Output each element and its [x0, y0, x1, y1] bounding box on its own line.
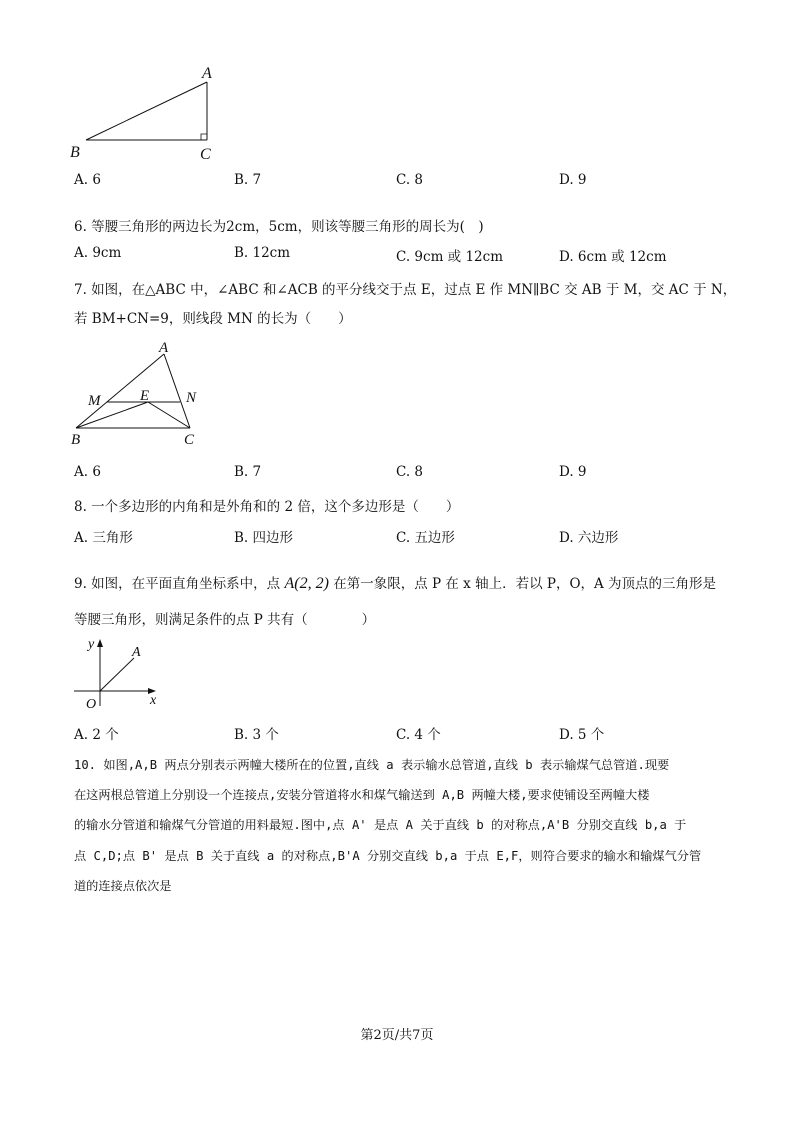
q6-option-b[interactable]: B. 12cm: [234, 245, 291, 261]
label-n: N: [186, 390, 197, 406]
q5-option-a[interactable]: A. 6: [74, 172, 101, 188]
q10-line-2: 在这两根总管道上分别设一个连接点,安装分管道将水和煤气输送到 A,B 两幢大楼,要求使铺设至两幢大楼: [74, 788, 650, 802]
q9-option-d[interactable]: D. 5 个: [559, 727, 605, 743]
q7-option-c[interactable]: C. 8: [396, 464, 424, 480]
label-c: C: [184, 432, 195, 448]
q10-line-5: 道的连接点依次是: [74, 879, 172, 893]
q7-stem-line1: 7. 如图，在△ABC 中，∠ABC 和∠ACB 的平分线交于点 E，过点 E 作 MN∥BC 交 AB 于 M，交 AC 于 N，: [74, 282, 737, 298]
q8-option-b[interactable]: B. 四边形: [234, 530, 294, 546]
q5-option-b[interactable]: B. 7: [234, 172, 262, 188]
label-x: x: [150, 693, 157, 708]
label-c: C: [200, 146, 211, 163]
q9-point-a: A(2, 2): [284, 575, 329, 592]
label-e: E: [140, 388, 150, 404]
q7-stem-line2: 若 BM+CN=9，则线段 MN 的长为（ ）: [74, 311, 352, 327]
q6-option-c[interactable]: C. 9cm 或 12cm: [396, 249, 504, 265]
y-axis-arrow: [97, 639, 103, 647]
segment-be: [76, 402, 148, 428]
q8-option-a[interactable]: A. 三角形: [74, 530, 133, 546]
segment-oa: [100, 658, 134, 691]
q10-line-4: 点 C,D;点 B' 是点 B 关于直线 a 的对称点,B'A 分别交直线 b,a 于点 E,F，则符合要求的输水和输煤气分管: [74, 849, 702, 863]
q6-stem: 6. 等腰三角形的两边长为2cm，5cm，则该等腰三角形的周长为( ): [74, 219, 484, 235]
label-a: A: [202, 65, 212, 82]
q9-stem-post: 在第一象限，点 P 在 x 轴上．若以 P，O，A 为顶点的三角形是: [333, 576, 717, 592]
label-m: M: [88, 393, 101, 409]
segment-ab: [86, 82, 207, 140]
q8-stem: 8. 一个多边形的内角和是外角和的 2 倍，这个多边形是（ ）: [74, 499, 460, 515]
q8-option-d[interactable]: D. 六边形: [559, 530, 619, 546]
q9-option-b[interactable]: B. 3 个: [234, 727, 279, 743]
label-a: A: [159, 340, 169, 356]
q10-line-3: 的输水分管道和输煤气分管道的用料最短.图中,点 A' 是点 A 关于直线 b 的对称点,A'B 分别交直线 b,a 于: [74, 818, 687, 832]
q5-figure: [66, 62, 226, 166]
q9-option-a[interactable]: A. 2 个: [74, 727, 119, 743]
label-o: O: [86, 697, 97, 712]
q9-stem-line2: 等腰三角形，则满足条件的点 P 共有（ ）: [74, 612, 376, 628]
q5-option-c[interactable]: C. 8: [396, 172, 424, 188]
q9-figure: [70, 634, 180, 714]
label-b: B: [70, 144, 80, 161]
q5-option-d[interactable]: D. 9: [559, 172, 587, 188]
page-footer: 第2页/共7页: [360, 1028, 434, 1043]
q7-figure: [66, 338, 216, 448]
q7-option-b[interactable]: B. 7: [234, 464, 262, 480]
segment-ab: [76, 354, 164, 428]
q9-option-c[interactable]: C. 4 个: [396, 727, 441, 743]
q9-stem-pre: 9. 如图，在平面直角坐标系中，点: [74, 576, 281, 592]
q8-option-c[interactable]: C. 五边形: [396, 530, 455, 546]
segment-ce: [148, 402, 190, 428]
q10-line-1: 10. 如图,A,B 两点分别表示两幢大楼所在的位置,直线 a 表示输水总管道,直线 b 表示输煤气总管道.现要: [74, 758, 670, 772]
label-b: B: [71, 432, 81, 448]
q6-option-d[interactable]: D. 6cm 或 12cm: [559, 249, 667, 265]
right-angle-mark: [201, 134, 207, 140]
label-a: A: [132, 645, 141, 660]
q7-option-d[interactable]: D. 9: [559, 464, 587, 480]
label-y: y: [88, 637, 95, 652]
q6-option-a[interactable]: A. 9cm: [74, 245, 122, 261]
q9-stem-line1: [74, 572, 716, 593]
q7-option-a[interactable]: A. 6: [74, 464, 101, 480]
